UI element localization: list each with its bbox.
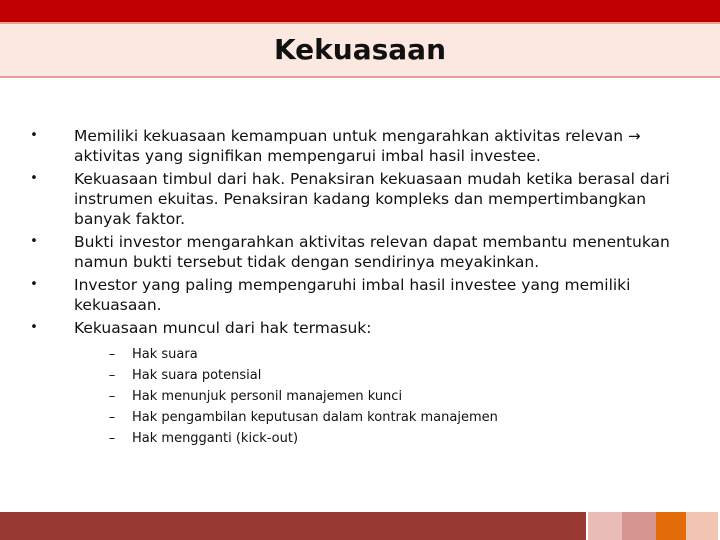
sub-bullet-item bbox=[104, 407, 688, 428]
sub-bullet-marker: – bbox=[108, 431, 116, 446]
sub-bullet-text: Hak suara bbox=[132, 347, 198, 362]
bullet-item-3 bbox=[28, 232, 688, 272]
footer-accent-block bbox=[588, 512, 622, 540]
sub-bullet-text: Hak pengambilan keputusan dalam kontrak manajemen bbox=[132, 410, 498, 425]
bullet-text: Investor yang paling mempengaruhi imbal hasil investee yang memiliki kekuasaan. bbox=[74, 276, 631, 314]
bullet-text: Bukti investor mengarahkan aktivitas relevan dapat membantu menentukan namun bukti tersebut tidak dengan sendirinya meyakinkan. bbox=[74, 233, 670, 271]
sub-bullet-marker: – bbox=[108, 410, 116, 425]
sub-bullet-marker: – bbox=[108, 347, 116, 362]
bullet-text-part-2: aktivitas yang signifikan mempengarui imbal hasil investee. bbox=[74, 147, 541, 165]
sub-bullet-text: Hak suara potensial bbox=[132, 368, 262, 383]
bullet-marker: • bbox=[30, 320, 38, 335]
sub-bullet-item bbox=[104, 428, 688, 449]
footer-accent-block bbox=[686, 512, 718, 540]
bullet-text: Kekuasaan timbul dari hak. Penaksiran kekuasaan mudah ketika berasal dari instrumen ekuitas. Penaksiran kadang kompleks dan mempertimbangkan banyak faktor. bbox=[74, 170, 670, 228]
footer-main-block bbox=[0, 512, 586, 540]
bullet-item-2 bbox=[28, 169, 688, 229]
footer-bar bbox=[0, 512, 720, 540]
bullet-marker: • bbox=[30, 128, 38, 143]
sub-bullet-item bbox=[104, 344, 688, 365]
footer-accent-block bbox=[622, 512, 656, 540]
bullet-marker: • bbox=[30, 171, 38, 186]
arrow-right-icon: → bbox=[627, 127, 641, 145]
sub-bullet-marker: – bbox=[108, 368, 116, 383]
footer-accent-block bbox=[656, 512, 686, 540]
sub-bullet-marker: – bbox=[108, 389, 116, 404]
sub-bullet-item bbox=[104, 365, 688, 386]
bullet-list bbox=[28, 126, 688, 452]
top-accent-bar bbox=[0, 0, 720, 24]
sub-bullet-item bbox=[104, 386, 688, 407]
sub-bullet-list bbox=[104, 344, 688, 449]
bullet-item-5 bbox=[28, 318, 688, 449]
slide-title: Kekuasaan bbox=[273, 33, 447, 66]
sub-bullet-text: Hak menunjuk personil manajemen kunci bbox=[132, 389, 403, 404]
bullet-item-4 bbox=[28, 275, 688, 315]
bullet-marker: • bbox=[30, 234, 38, 249]
sub-bullet-text: Hak mengganti (kick-out) bbox=[132, 431, 299, 446]
bullet-text-part-1: Memiliki kekuasaan kemampuan untuk mengarahkan aktivitas relevan bbox=[74, 127, 628, 145]
bullet-text: Kekuasaan muncul dari hak termasuk: bbox=[74, 319, 372, 337]
title-divider bbox=[0, 76, 720, 78]
bullet-item-1 bbox=[28, 126, 688, 166]
bullet-marker: • bbox=[30, 277, 38, 292]
